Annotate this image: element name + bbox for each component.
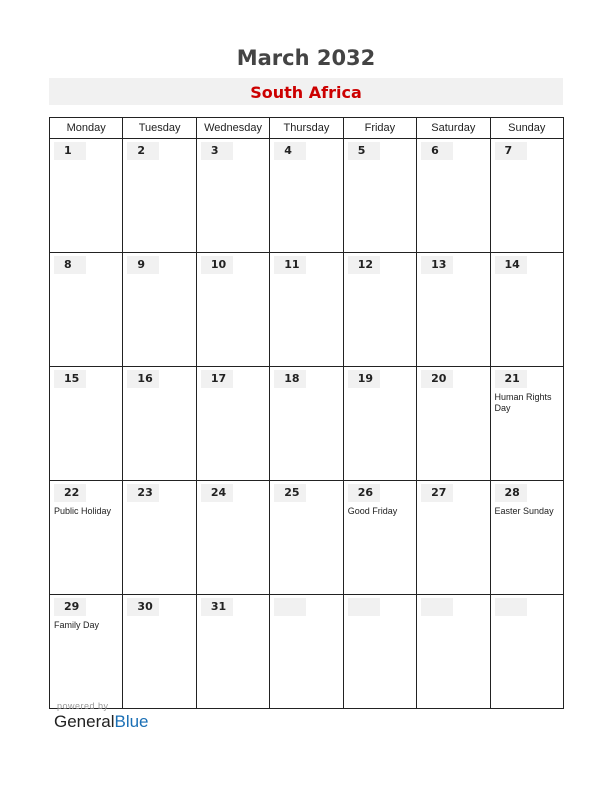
- country-name: South Africa: [250, 83, 362, 102]
- day-number: 21: [495, 370, 527, 388]
- day-number: 18: [274, 370, 306, 388]
- day-number: 30: [127, 598, 159, 616]
- logo-general: General: [54, 712, 115, 731]
- day-number: 2: [127, 142, 159, 160]
- day-cell: [123, 139, 196, 253]
- weekday-header-row: [50, 118, 564, 139]
- day-cell: [270, 367, 343, 481]
- day-cell: [50, 139, 123, 253]
- day-number: 3: [201, 142, 233, 160]
- day-cell: [490, 139, 563, 253]
- day-number: 25: [274, 484, 306, 502]
- day-cell: [196, 595, 269, 709]
- day-cell: [343, 481, 416, 595]
- day-cell: [270, 253, 343, 367]
- day-cell: [417, 481, 490, 595]
- calendar-grid: [49, 117, 564, 709]
- week-row: [50, 253, 564, 367]
- day-number: [421, 598, 453, 616]
- calendar-title: March 2032: [236, 46, 376, 70]
- day-number: 24: [201, 484, 233, 502]
- weekday-header: Tuesday: [123, 118, 196, 139]
- weekday-header: Wednesday: [196, 118, 269, 139]
- day-cell: [343, 367, 416, 481]
- day-cell: [50, 481, 123, 595]
- day-cell: [270, 595, 343, 709]
- day-number: [495, 598, 527, 616]
- weekday-header: Thursday: [270, 118, 343, 139]
- day-number: 10: [201, 256, 233, 274]
- day-number: 28: [495, 484, 527, 502]
- holiday-label: Good Friday: [347, 506, 398, 516]
- country-banner: [49, 78, 563, 105]
- day-cell: [343, 595, 416, 709]
- day-number: 12: [348, 256, 380, 274]
- day-cell: [196, 139, 269, 253]
- day-number: 8: [54, 256, 86, 274]
- day-cell: [196, 481, 269, 595]
- holiday-label: Easter Sunday: [494, 506, 554, 516]
- powered-by-text: powered by: [57, 701, 109, 711]
- day-number: 16: [127, 370, 159, 388]
- holiday-label: Human Rights Day: [494, 392, 552, 413]
- day-number: 20: [421, 370, 453, 388]
- weekday-header: Sunday: [490, 118, 563, 139]
- day-cell: [50, 253, 123, 367]
- day-cell: [343, 253, 416, 367]
- day-cell: [50, 367, 123, 481]
- holiday-label: Family Day: [54, 620, 100, 630]
- day-number: 27: [421, 484, 453, 502]
- day-cell: [270, 139, 343, 253]
- weekday-header: Monday: [50, 118, 123, 139]
- day-cell: [343, 139, 416, 253]
- day-number: 19: [348, 370, 380, 388]
- holiday-label: Public Holiday: [54, 506, 112, 516]
- day-number: 4: [274, 142, 306, 160]
- day-cell: [417, 139, 490, 253]
- logo-blue: Blue: [114, 712, 149, 731]
- day-number: 15: [54, 370, 86, 388]
- week-row: [50, 367, 564, 481]
- day-number: 13: [421, 256, 453, 274]
- day-number: 11: [274, 256, 306, 274]
- day-cell: [417, 367, 490, 481]
- day-number: 31: [201, 598, 233, 616]
- day-number: 17: [201, 370, 233, 388]
- day-cell: [417, 253, 490, 367]
- day-cell: [123, 595, 196, 709]
- day-number: 29: [54, 598, 86, 616]
- week-row: [50, 595, 564, 709]
- day-cell: [196, 253, 269, 367]
- day-cell: [123, 367, 196, 481]
- day-number: [274, 598, 306, 616]
- day-number: 9: [127, 256, 159, 274]
- day-number: [348, 598, 380, 616]
- day-cell: [123, 481, 196, 595]
- day-number: 22: [54, 484, 86, 502]
- day-number: 7: [495, 142, 527, 160]
- day-cell: [490, 595, 563, 709]
- weekday-header: Saturday: [417, 118, 490, 139]
- day-number: 5: [348, 142, 380, 160]
- day-cell: [123, 253, 196, 367]
- calendar-body: [50, 139, 564, 709]
- weekday-header: Friday: [343, 118, 416, 139]
- day-cell: [490, 481, 563, 595]
- day-cell: [490, 253, 563, 367]
- day-number: 1: [54, 142, 86, 160]
- week-row: [50, 139, 564, 253]
- day-cell: [50, 595, 123, 709]
- day-cell: [196, 367, 269, 481]
- day-number: 6: [421, 142, 453, 160]
- day-number: 14: [495, 256, 527, 274]
- day-cell: [490, 367, 563, 481]
- day-cell: [417, 595, 490, 709]
- day-number: 26: [348, 484, 380, 502]
- day-number: 23: [127, 484, 159, 502]
- week-row: [50, 481, 564, 595]
- generalblue-logo[interactable]: [54, 712, 149, 732]
- day-cell: [270, 481, 343, 595]
